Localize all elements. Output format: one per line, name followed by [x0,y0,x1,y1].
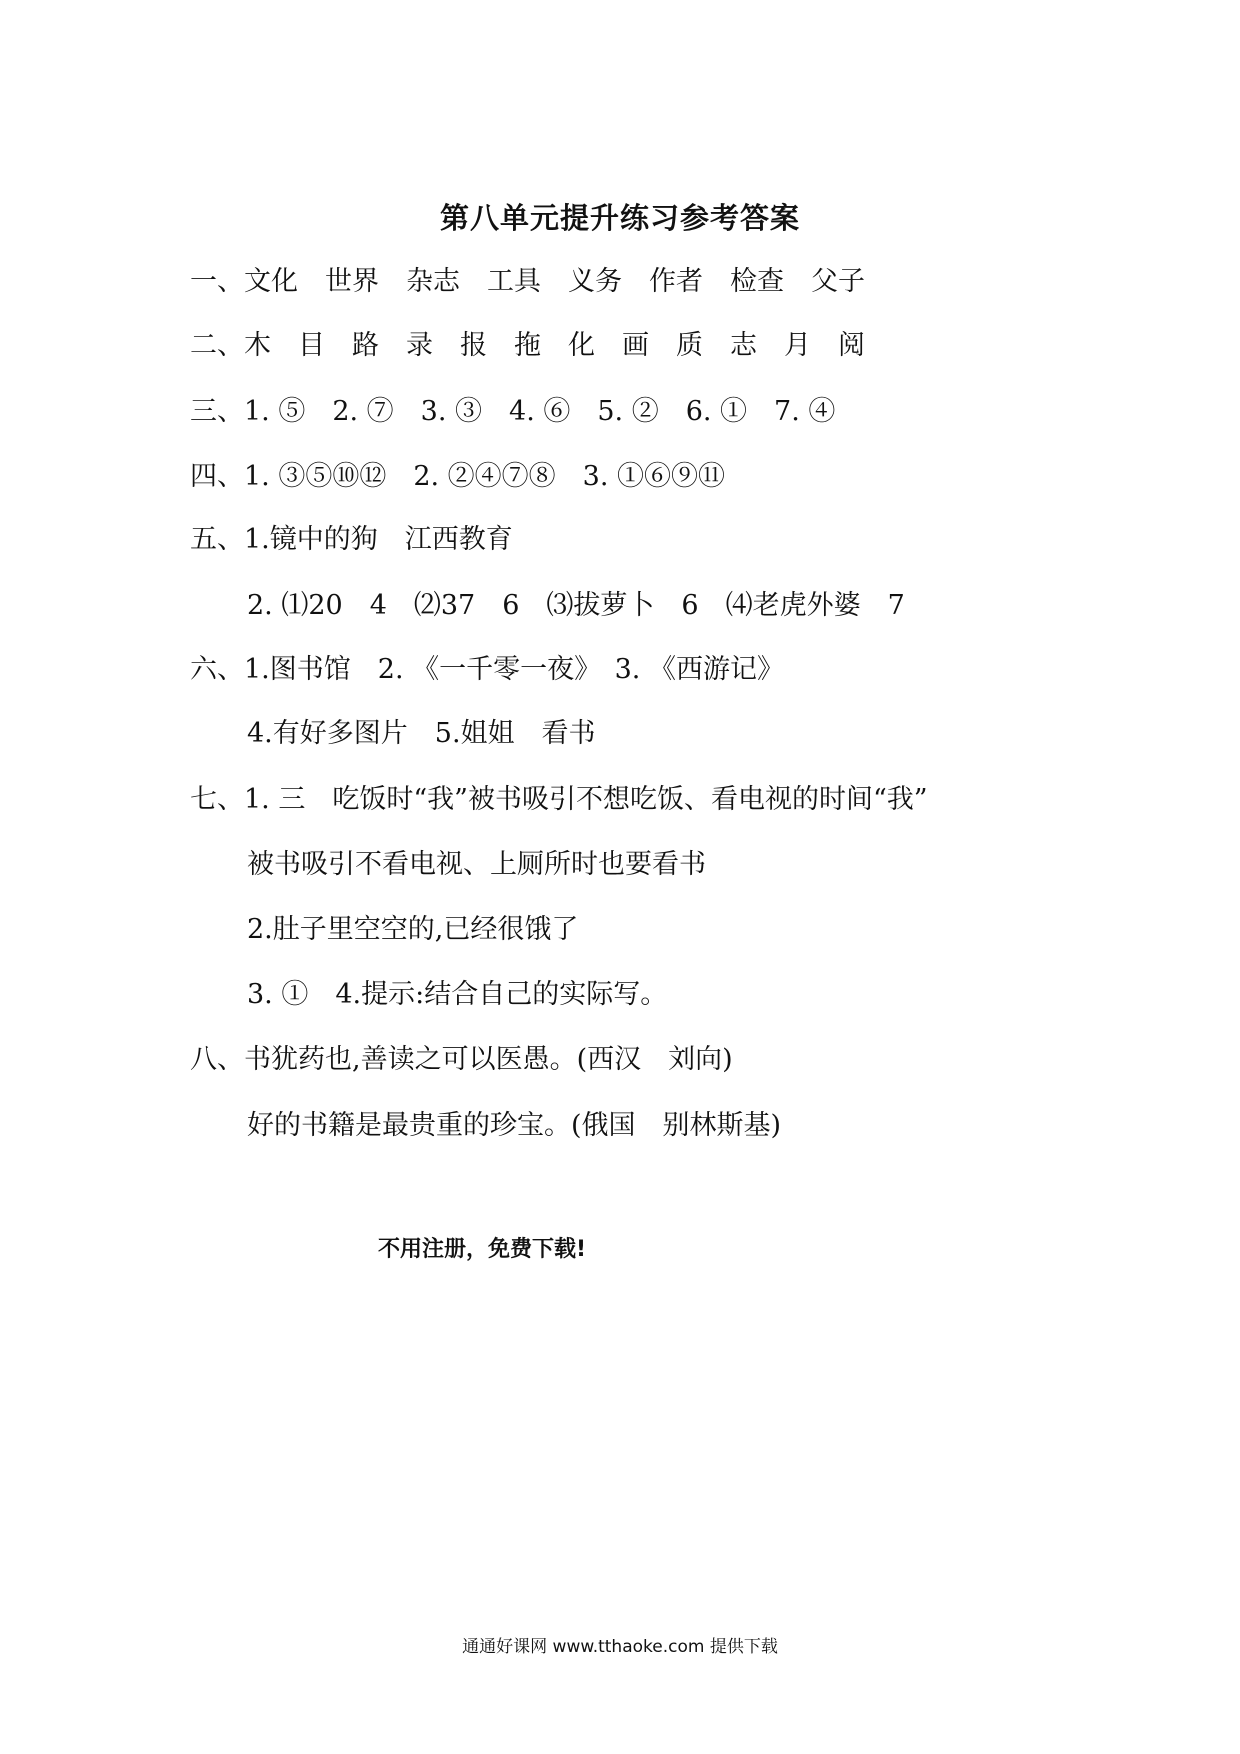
footer-text: 通通好课网 www.tthaoke.com 提供下载 [462,1637,778,1657]
answer-section-7-item-3: 3. ① 4.提示:结合自己的实际写。 [247,979,668,1010]
answer-section-5: 五、1.镜中的狗 江西教育 [190,524,513,555]
answer-section-6: 六、1.图书馆 2. 《一千零一夜》 3. 《西游记》 [190,654,784,685]
answer-section-4: 四、1. ③⑤⑩⑫ 2. ②④⑦⑧ 3. ①⑥⑨⑪ [190,461,726,492]
answer-section-7: 七、1. 三 吃饭时“我”被书吸引不想吃饭、看电视的时间“我” [190,784,928,815]
answer-section-2: 二、木 目 路 录 报 拖 化 画 质 志 月 阅 [190,330,865,361]
answer-section-7-continuation: 被书吸引不看电视、上厕所时也要看书 [247,849,706,880]
answer-section-8: 八、书犹药也,善读之可以医愚。(西汉 刘向) [190,1044,733,1075]
answer-section-3: 三、1. ⑤ 2. ⑦ 3. ③ 4. ⑥ 5. ② 6. ① 7. ④ [190,396,836,427]
page-title: 第八单元提升练习参考答案 [439,201,800,235]
answer-section-8-quote-2: 好的书籍是最贵重的珍宝。(俄国 别林斯基) [247,1110,782,1141]
promo-text: 不用注册，免费下载! [378,1237,587,1262]
answer-section-6-item-4: 4.有好多图片 5.姐姐 看书 [247,718,596,749]
answer-section-1: 一、文化 世界 杂志 工具 义务 作者 检查 父子 [190,266,865,297]
answer-section-5-item-2: 2. ⑴20 4 ⑵37 6 ⑶拔萝卜 6 ⑷老虎外婆 7 [247,590,905,621]
answer-section-7-item-2: 2.肚子里空空的,已经很饿了 [247,914,579,945]
